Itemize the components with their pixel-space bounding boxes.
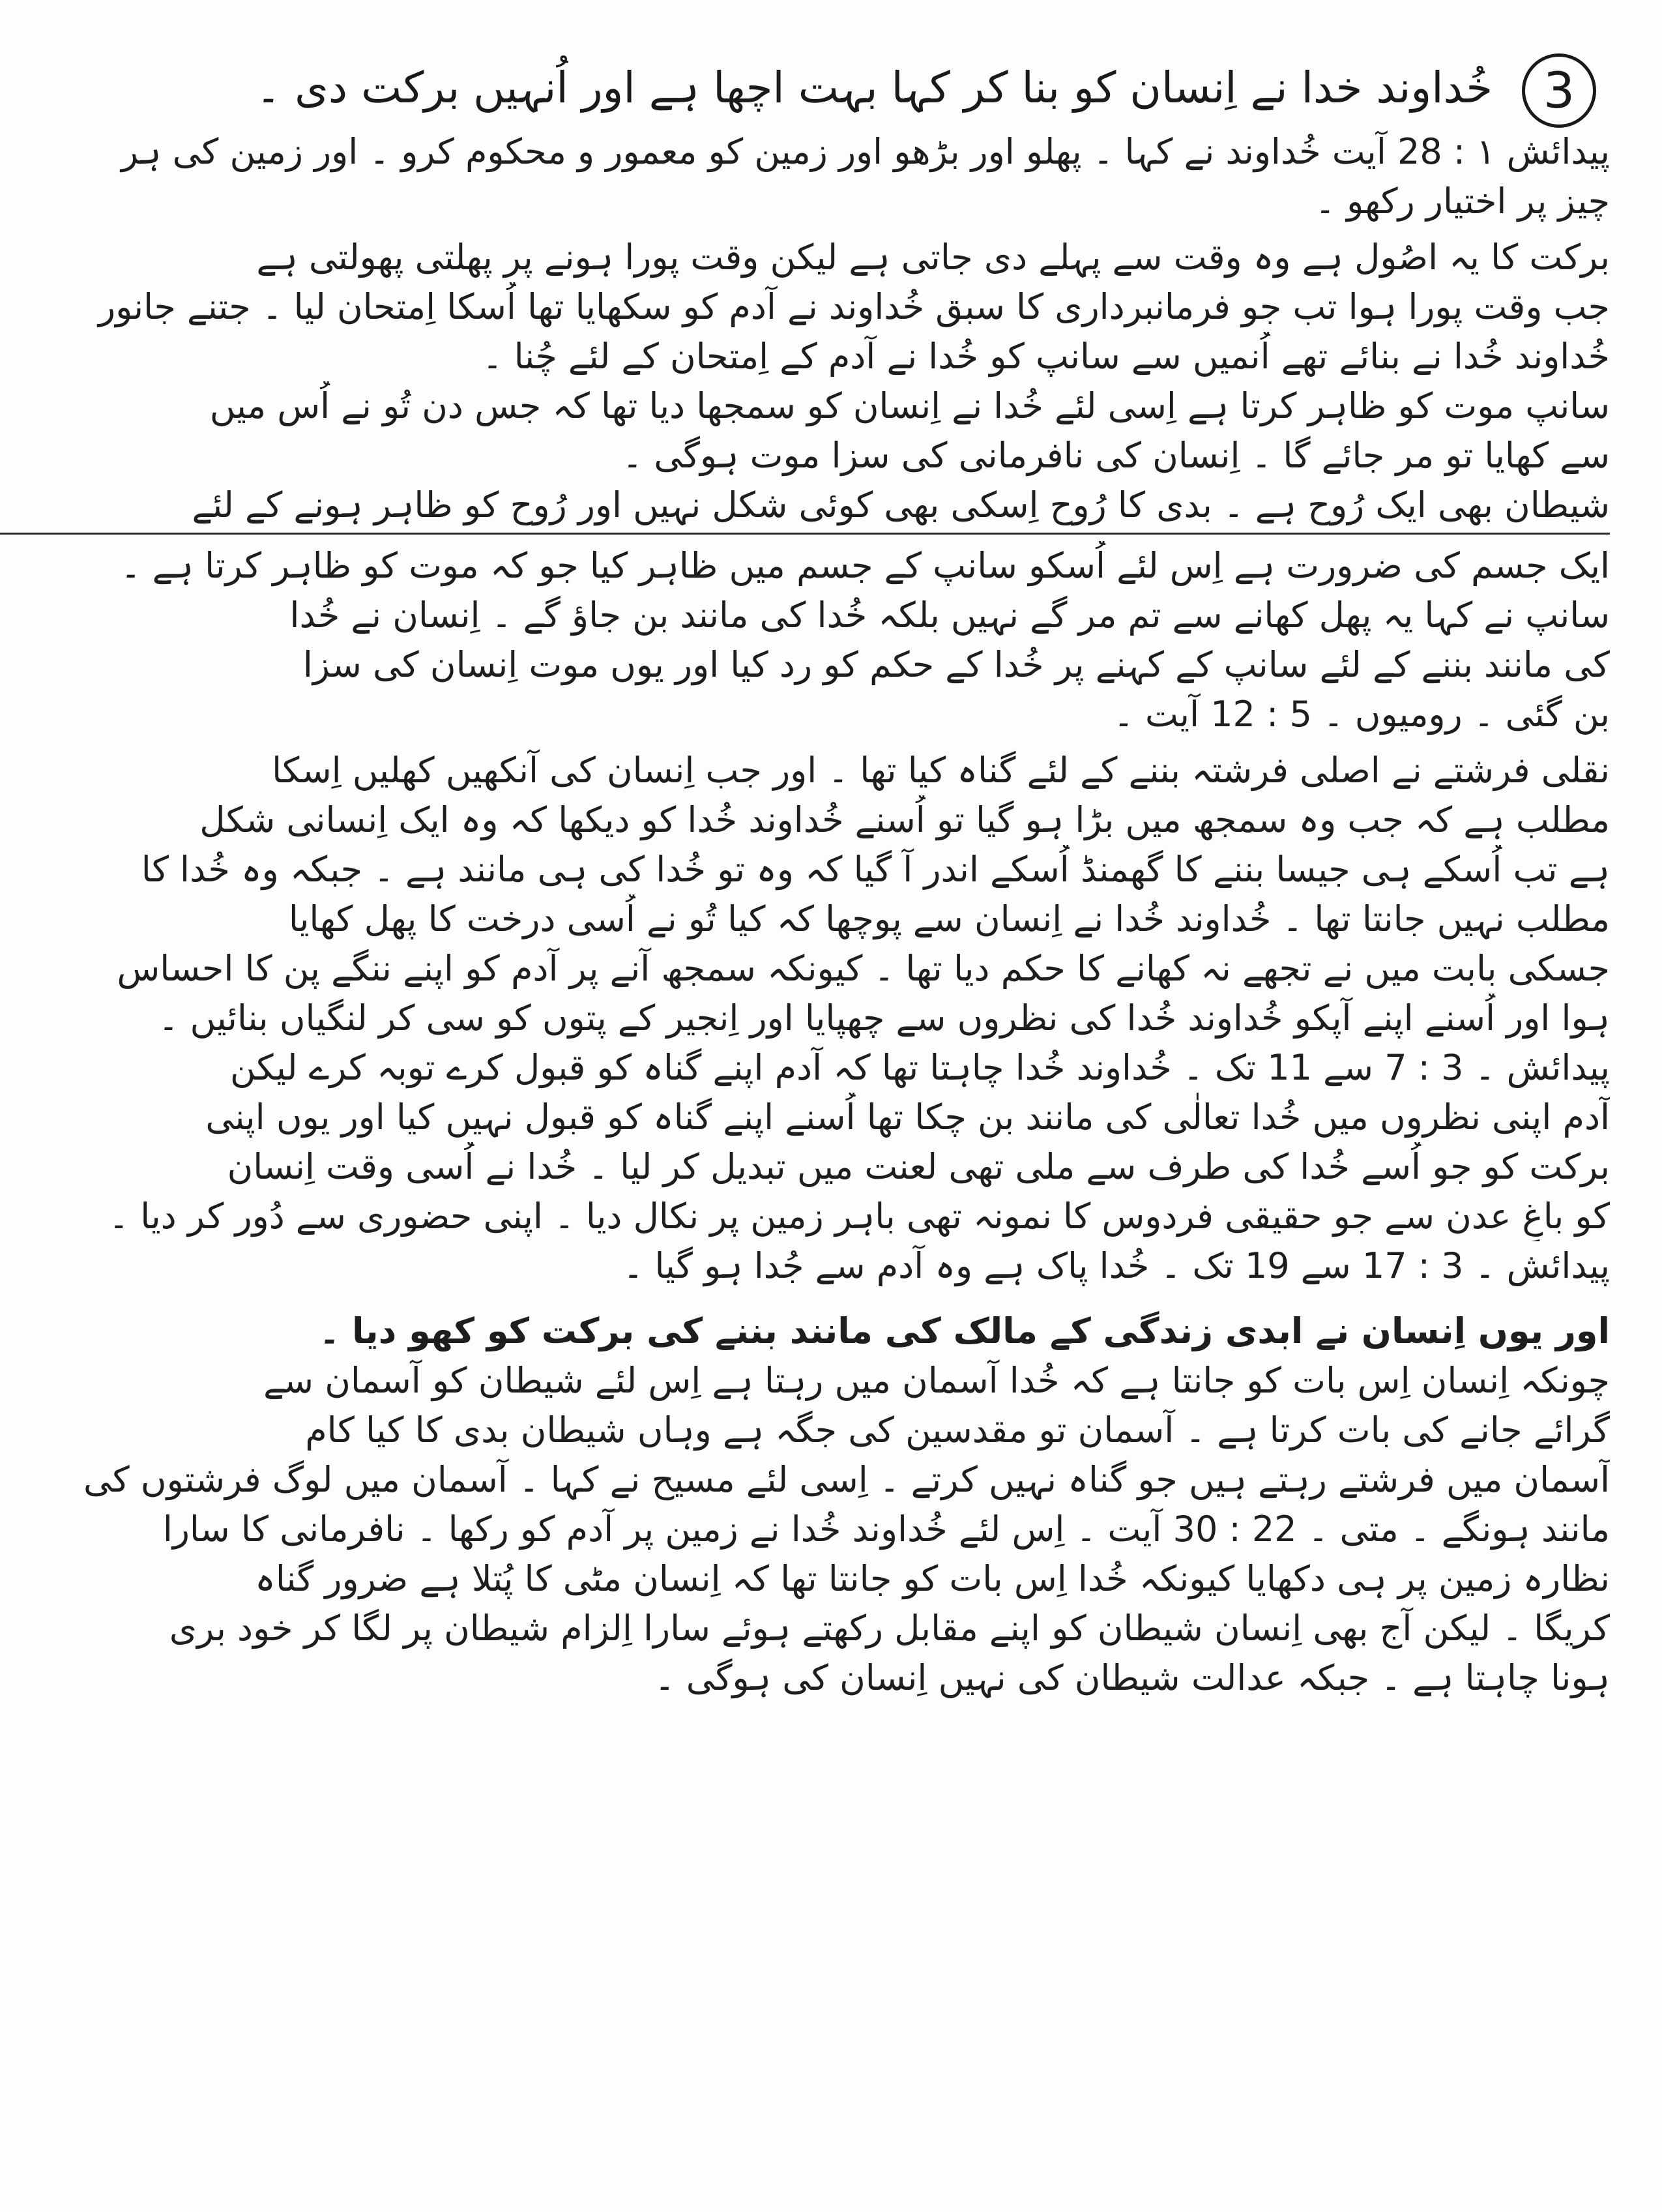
text-line: مطلب ہے کہ جب وہ سمجھ میں بڑا ہو گیا تو اُسنے خُداوند خُدا کو دیکھا کہ وہ ایک اِنسانی شکل (199, 799, 1610, 840)
text-line: سانپ موت کو ظاہر کرتا ہے اِسی لئے خُدا نے اِنسان کو سمجھا دیا تھا کہ جس دن تُو نے اُس میں (209, 385, 1610, 426)
text-line: اور یوں اِنسان نے ابدی زندگی کے مالک کی مانند بننے کی برکت کو کھو دیا ۔ (319, 1310, 1610, 1351)
page-heading: خُداوند خدا نے اِنسان کو بنا کر کہا بہت اچھا ہے اور اُنہیں برکت دی ۔ (255, 63, 1493, 113)
text-line: ہے تب اُسکے ہی جیسا بننے کا گھمنڈ اُسکے اندر آ گیا کہ وہ تو خُدا کی ہی مانند ہے ۔ جبکہ وہ خُدا کا (141, 849, 1610, 890)
text-line: آسمان میں فرشتے رہتے ہیں جو گناہ نہیں کرتے ۔ اِسی لئے مسیح نے کہا ۔ آسمان میں لوگ فرشتوں کی (83, 1459, 1610, 1500)
text-line: ہونا چاہتا ہے ۔ جبکہ عدالت شیطان کی نہیں اِنسان کی ہوگی ۔ (654, 1657, 1610, 1698)
text-line: مطلب نہیں جانتا تھا ۔ خُداوند خُدا نے اِنسان سے پوچھا کہ کیا تُو نے اُسی درخت کا پھل کھایا (288, 898, 1610, 939)
text-line: پیدائش ۔ 3 : 7 سے 11 تک ۔ خُداوند خُدا چاہتا تھا کہ آدم اپنے گناہ کو قبول کرے توبہ کرے لیکن (229, 1047, 1610, 1088)
text-line: بن گئی ۔ رومیوں ۔ 5 : 12 آیت ۔ (1113, 694, 1610, 735)
text-line: گرائے جانے کی بات کرتا ہے ۔ آسمان تو مقدسین کی جگہ ہے وہاں شیطان بدی کا کیا کام (305, 1409, 1610, 1451)
text-line: جب وقت پورا ہوا تب جو فرمانبرداری کا سبق خُداوند نے آدم کو سکھایا تھا اُسکا اِمتحان لیا ۔ جتنے جانور (98, 286, 1610, 327)
text-line: نقلی فرشتے نے اصلی فرشتہ بننے کے لئے گناہ کیا تھا ۔ اور جب اِنسان کی آنکھیں کھلیں اِسکا (272, 750, 1610, 791)
text-line: ہوا اور اُسنے اپنے آپکو خُداوند خُدا کی نظروں سے چھپایا اور اِنجیر کے پتوں کو سی کر لنگیاں بنائیں ۔ (158, 997, 1610, 1039)
text-line: کی مانند بننے کے لئے سانپ کے کہنے پر خُدا کے حکم کو رد کیا اور یوں موت اِنسان کی سزا (302, 644, 1610, 685)
text-line: پیدائش ۱ : 28 آیت خُداوند نے کہا ۔ پھلو اور بڑھو اور زمین کو معمور و محکوم کرو ۔ اور زمین کی ہر (121, 131, 1610, 172)
text-line: مانند ہونگے ۔ متی ۔ 22 : 30 آیت ۔ اِس لئے خُداوند خُدا نے زمین پر آدم کو رکھا ۔ نافرمانی کا سارا (162, 1509, 1610, 1550)
text-line: برکت کو جو اُسے خُدا کی طرف سے ملی تھی لعنت میں تبدیل کر لیا ۔ خُدا نے اُسی وقت اِنسان (227, 1146, 1610, 1187)
text-line: برکت کا یہ اصُول ہے وہ وقت سے پہلے دی جاتی ہے لیکن وقت پورا ہونے پر پھلتی پھولتی ہے (256, 237, 1610, 278)
text-line: پیدائش ۔ 3 : 17 سے 19 تک ۔ خُدا پاک ہے وہ آدم سے جُدا ہو گیا ۔ (622, 1245, 1610, 1286)
text-line: چیز پر اختیار رکھو ۔ (1315, 181, 1610, 222)
text-line: کریگا ۔ لیکن آج بھی اِنسان شیطان کو اپنے مقابل رکھتے ہوئے سارا اِلزام شیطان پر لگا کر خود بری (169, 1608, 1610, 1649)
text-line: سے کھایا تو مر جائے گا ۔ اِنسان کی نافرمانی کی سزا موت ہوگی ۔ (622, 435, 1610, 476)
text-line: نظارہ زمین پر ہی دکھایا کیونکہ خُدا اِس بات کو جانتا تھا کہ اِنسان مٹی کا پُتلا ہے ضرور گناہ (255, 1558, 1610, 1599)
text-line: شیطان بھی ایک رُوح ہے ۔ بدی کا رُوح اِسکی بھی کوئی شکل نہیں اور رُوح کو ظاہر ہونے کے لئے (192, 484, 1610, 525)
text-line: جسکی بابت میں نے تجھے نہ کھانے کا حکم دیا تھا ۔ کیونکہ سمجھ آنے پر آدم کو اپنے ننگے پن کا احساس (117, 948, 1610, 989)
text-line: چونکہ اِنسان اِس بات کو جانتا ہے کہ خُدا آسمان میں رہتا ہے اِس لئے شیطان کو آسمان سے (263, 1360, 1610, 1401)
page-number-circle: 3 (1522, 53, 1596, 128)
text-line: ایک جسم کی ضرورت ہے اِس لئے اُسکو سانپ کے جسم میں ظاہر کیا جو کہ موت کو ظاہر کرتا ہے ۔ (120, 545, 1610, 586)
text-line: سانپ نے کہا یہ پھل کھانے سے تم مر گے نہیں بلکہ خُدا کی مانند بن جاؤ گے ۔ اِنسان نے خُدا (289, 595, 1610, 636)
text-line: خُداوند خُدا نے بنائے تھے اُنمیں سے سانپ کو خُدا نے آدم کے اِمتحان کے لئے چُنا ۔ (482, 336, 1610, 377)
underline-rule (0, 533, 1610, 535)
text-line: آدم اپنی نظروں میں خُدا تعالٰی کی مانند بن چکا تھا اُسنے اپنے گناہ کو قبول نہیں کیا اور یوں اپنی (205, 1097, 1610, 1138)
page-body (13, 127, 1610, 1703)
text-line: کو باغِ عدن سے جو حقیقی فردوس کا نمونہ تھی باہر زمین پر نکال دیا ۔ اپنی حضوری سے دُور کر دیا ۔ (108, 1196, 1610, 1237)
